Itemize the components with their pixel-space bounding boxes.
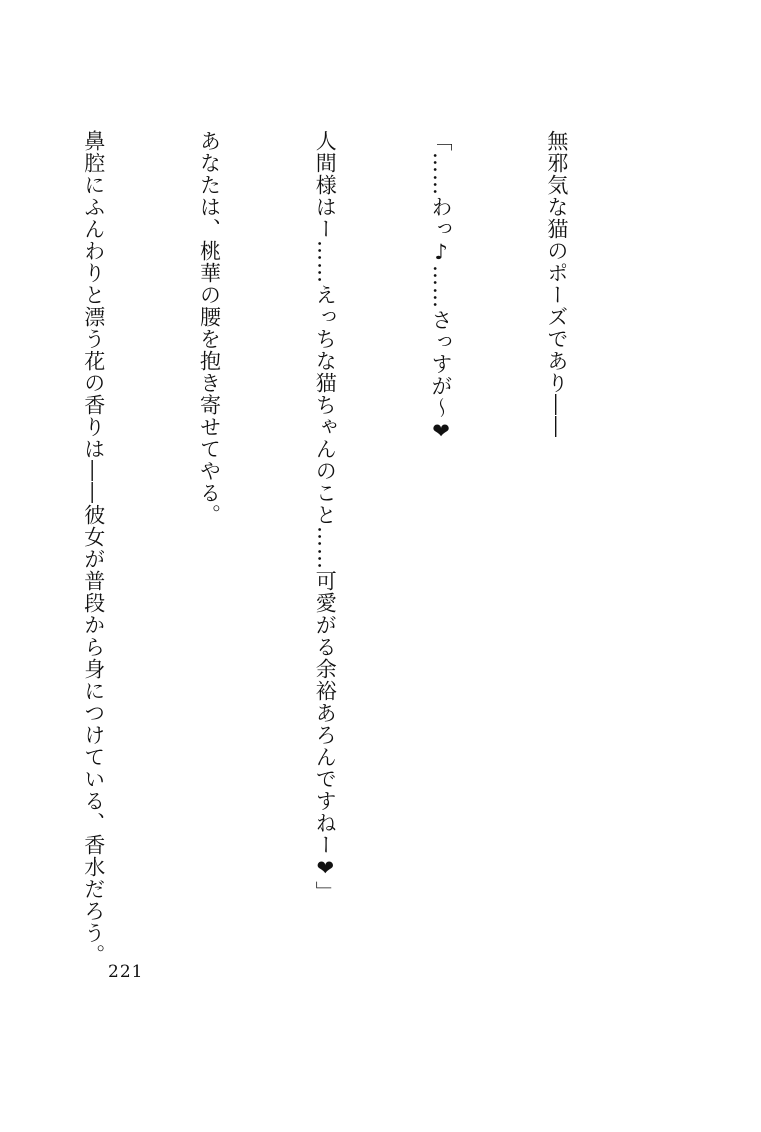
page-number: 221 <box>108 962 144 982</box>
text-line: 無邪気な猫のポーズであり―― <box>544 130 569 438</box>
text-line: 鼻腔にふんわりと漂う花の香りは――彼女が普段から身につけている、香水だろう。 <box>81 130 106 966</box>
novel-text <box>0 130 653 966</box>
text-line: 「……わっ♪……さっすが～❤ <box>429 130 454 444</box>
text-line: あなたは、桃華の腰を抱き寄せてやる。 <box>197 130 222 526</box>
text-line: 人間様はー……えっちな猫ちゃんのこと……可愛がる余裕あろんですねー❤」 <box>313 130 338 903</box>
